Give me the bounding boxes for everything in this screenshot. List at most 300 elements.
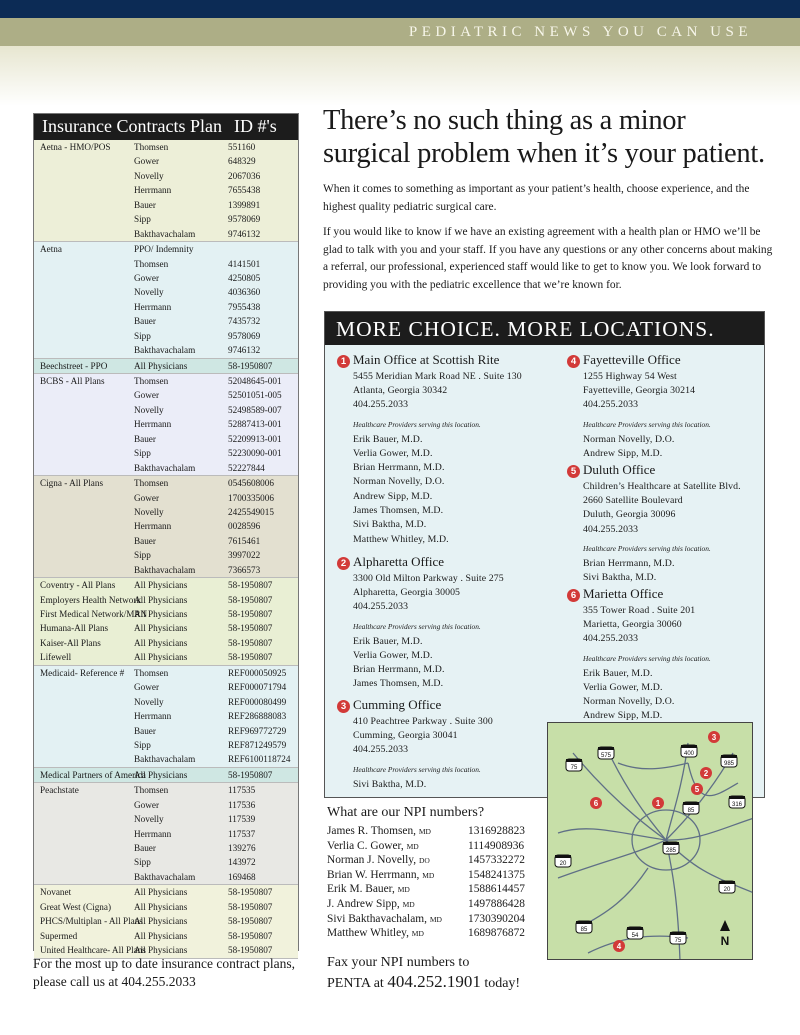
- highway-number: 75: [570, 765, 578, 771]
- physician-name: [327, 897, 415, 913]
- office-name: Fayetteville Office: [583, 352, 681, 367]
- highway-number: 85: [687, 808, 695, 814]
- npi-row: [327, 824, 537, 839]
- map-graphic: [548, 723, 753, 960]
- highway-number: 20: [559, 861, 567, 867]
- npi-row: [327, 912, 537, 927]
- id-cell: REF000080499: [228, 696, 287, 707]
- address-line: 404.255.2033: [353, 601, 409, 613]
- provider-cell: Novelly: [134, 506, 164, 517]
- id-cell: 9578069: [228, 330, 261, 341]
- plan-cell: Aetna - HMO/POS: [40, 142, 111, 152]
- table-row: [34, 900, 298, 914]
- provider-cell: Herrmann: [134, 521, 172, 532]
- physician-name-text: Norman J. Novelly,: [327, 854, 419, 867]
- providers-label: Healthcare Providers serving this location.: [353, 764, 481, 774]
- plan-cell: Beechstreet - PPO: [40, 360, 108, 371]
- plan-cell: First Medical Network/MRN: [40, 609, 148, 619]
- id-cell: REF6100118724: [228, 754, 291, 765]
- npi-number: 1730390204: [468, 912, 525, 925]
- office-address: [583, 480, 741, 537]
- provider-cell: Sipp: [134, 330, 151, 341]
- plan-cell: Novanet: [40, 887, 72, 898]
- provider-list: [353, 433, 449, 547]
- id-cell: 58-1950807: [228, 916, 273, 927]
- highway-shield: [681, 745, 697, 757]
- id-cell: 7435732: [228, 316, 261, 327]
- marker-number: 6: [593, 799, 599, 808]
- id-cell: 117539: [228, 814, 256, 825]
- provider-cell: Sipp: [134, 857, 151, 868]
- physician-name: [327, 868, 434, 884]
- marker-number: 2: [703, 769, 709, 778]
- fax-pre: PENTA at: [327, 976, 388, 991]
- table-row: [34, 666, 298, 680]
- npi-row: [327, 897, 537, 912]
- provider-cell: Bauer: [134, 725, 156, 736]
- office-address: [353, 370, 522, 413]
- id-cell: 4141501: [228, 258, 261, 269]
- insurance-table-body: [34, 140, 298, 959]
- provider-cell: Thomsen: [134, 376, 169, 386]
- fax-number: 404.252.1901: [387, 972, 481, 991]
- office-name: Main Office at Scottish Rite: [353, 352, 500, 367]
- plan-cell: Medical Partners of America: [40, 769, 146, 780]
- provider-name: Andrew Sipp, M.D.: [583, 447, 663, 459]
- highway-number: 85: [580, 927, 588, 933]
- highway-shield: [627, 927, 643, 939]
- plan-cell: Peachstate: [40, 785, 79, 796]
- id-cell: 0028596: [228, 521, 261, 532]
- table-row: [34, 885, 298, 899]
- provider-cell: Thomsen: [134, 667, 169, 678]
- provider-name: James Thomsen, M.D.: [353, 505, 444, 517]
- top-bar: [0, 0, 800, 18]
- provider-name: Brian Herrmann, M.D.: [353, 664, 445, 676]
- provider-cell: Novelly: [134, 170, 164, 181]
- npi-row: [327, 926, 537, 941]
- address-line: Cumming, Georgia 30041: [353, 730, 458, 742]
- provider-cell: Thomsen: [134, 142, 169, 152]
- table-row: [34, 709, 298, 723]
- provider-cell: All Physicians: [134, 580, 188, 591]
- npi-row: [327, 868, 537, 883]
- provider-cell: Bauer: [134, 535, 156, 546]
- address-line: 2660 Satellite Boulevard: [583, 495, 683, 507]
- insurance-group: [34, 359, 298, 374]
- compass: [720, 920, 730, 948]
- location-marker: 6: [567, 589, 580, 602]
- physician-credential: MD: [397, 885, 410, 895]
- provider-name: Norman Novelly, D.O.: [583, 696, 675, 708]
- id-cell: 117535: [228, 785, 256, 796]
- table-row: [34, 563, 298, 577]
- provider-cell: Thomsen: [134, 478, 169, 489]
- physician-name: [327, 882, 410, 898]
- provider-list: [583, 433, 674, 462]
- address-line: 404.255.2033: [353, 399, 409, 411]
- office-name: Marietta Office: [583, 586, 664, 601]
- npi-list: [327, 824, 537, 941]
- provider-cell: Herrmann: [134, 185, 172, 196]
- providers-label: Healthcare Providers serving this location.: [583, 419, 711, 429]
- insurance-table: [33, 113, 299, 956]
- office-address: [583, 370, 695, 413]
- npi-number: 1497886428: [468, 897, 525, 910]
- physician-name-text: James R. Thomsen,: [327, 825, 419, 837]
- address-line: 404.255.2033: [583, 523, 639, 535]
- id-cell: 52230090-001: [228, 448, 282, 459]
- npi-number: 1689876872: [468, 927, 525, 940]
- providers-label: Healthcare Providers serving this location.: [353, 621, 481, 631]
- table-row: [34, 271, 298, 285]
- id-cell: 7955438: [228, 301, 261, 312]
- map-location-marker: [691, 783, 703, 795]
- contract-paragraph: If you would like to know if we have an existing agreement with a health plan or HMO we’ll be glad to talk with you and your staff. If you have any questions or any other concerns about making a referral, our professional, experienced staff would like to get to know you. We look forward to providing you with the pediatric excellence that we’re known for.: [323, 226, 773, 291]
- id-cell: 58-1950807: [228, 930, 273, 941]
- provider-cell: Herrmann: [134, 419, 172, 430]
- provider-list: [353, 635, 445, 692]
- table-row: [34, 183, 298, 197]
- address-line: Fayetteville, Georgia 30214: [583, 385, 696, 397]
- id-cell: 52209913-001: [228, 433, 282, 444]
- provider-cell: Bakthavachalam: [134, 345, 196, 356]
- table-row: [34, 827, 298, 841]
- id-cell: 58-1950807: [228, 652, 273, 663]
- headline: There’s no such thing as a minor surgical problem when it’s your patient.: [323, 105, 765, 169]
- map-location-marker: [590, 797, 602, 809]
- location-marker: 3: [337, 700, 350, 713]
- plan-cell: United Healthcare- All Plans: [40, 945, 146, 956]
- providers-label: Healthcare Providers serving this location.: [583, 653, 711, 663]
- id-cell: 52887413-001: [228, 419, 282, 430]
- plan-cell: PHCS/Multiplan - All Plans: [40, 916, 143, 927]
- id-cell: 9746132: [228, 345, 261, 356]
- highway-shield: [670, 932, 686, 944]
- table-row: [34, 198, 298, 212]
- id-cell: 58-1950807: [228, 887, 273, 898]
- npi-fax-note: [327, 953, 520, 993]
- id-cell: 551160: [228, 142, 256, 152]
- id-cell: 2425549015: [228, 506, 274, 517]
- id-cell: REF969772729: [228, 725, 287, 736]
- table-row: [34, 855, 298, 869]
- physician-name: [327, 926, 424, 942]
- location-marker: 2: [337, 557, 350, 570]
- plan-cell: Employers Health Network: [40, 594, 142, 605]
- insurance-group: [34, 140, 298, 242]
- table-row: [34, 870, 298, 884]
- address-line: Children’s Healthcare at Satellite Blvd.: [583, 481, 741, 492]
- highway-shield: [729, 796, 745, 808]
- physician-name-text: J. Andrew Sipp,: [327, 897, 403, 910]
- physician-name-text: Erik M. Bauer,: [327, 883, 398, 896]
- id-cell: 117536: [228, 799, 256, 810]
- provider-cell: All Physicians: [134, 623, 188, 634]
- plan-column-header: Insurance Contracts Plan: [42, 116, 222, 136]
- npi-number: 1548241375: [468, 868, 525, 881]
- id-cell: 0545608006: [228, 478, 274, 489]
- map-location-marker: [708, 731, 720, 743]
- table-row: [34, 724, 298, 738]
- table-row: [34, 461, 298, 475]
- table-row: [34, 359, 298, 373]
- highway-number: 54: [631, 933, 639, 939]
- address-line: Alpharetta, Georgia 30005: [353, 587, 461, 599]
- provider-name: Sivi Baktha, M.D.: [353, 778, 427, 790]
- provider-cell: Thomsen: [134, 785, 169, 796]
- physician-credential: MD: [406, 841, 419, 851]
- insurance-group: [34, 374, 298, 476]
- highway-number: 575: [600, 753, 612, 759]
- office-address: [353, 715, 493, 758]
- provider-name: Andrew Sipp, M.D.: [353, 490, 433, 502]
- provider-cell: Bakthavachalam: [134, 228, 196, 239]
- table-row: [34, 607, 298, 621]
- id-cell: 58-1950807: [228, 360, 273, 371]
- table-row: [34, 314, 298, 328]
- npi-row: [327, 839, 537, 854]
- provider-name: Norman Novelly, D.O.: [583, 433, 675, 445]
- npi-number: 1316928823: [468, 825, 525, 837]
- provider-name: Erik Bauer, M.D.: [353, 433, 423, 445]
- table-row: [34, 841, 298, 855]
- provider-cell: Gower: [134, 390, 160, 401]
- physician-credential: MD: [411, 929, 424, 939]
- id-cell: 3997022: [228, 550, 261, 561]
- physician-name: [327, 839, 419, 855]
- npi-number: 1457332272: [468, 854, 525, 867]
- provider-name: Verlia Gower, M.D.: [583, 681, 663, 693]
- provider-cell: Bakthavachalam: [134, 564, 196, 575]
- insurance-group: [34, 768, 298, 783]
- insurance-footer-note: For the most up to date insurance contract plans, please call us at 404.255.2033: [33, 956, 296, 989]
- plan-cell: Medicaid- Reference #: [40, 667, 125, 678]
- banner-text: PEDIATRIC NEWS YOU CAN USE: [408, 24, 752, 40]
- table-row: [34, 578, 298, 592]
- provider-name: Brian Herrmann, M.D.: [583, 557, 675, 569]
- physician-credential: MD: [418, 827, 431, 836]
- provider-cell: All Physicians: [134, 769, 188, 780]
- address-line: 3300 Old Milton Parkway . Suite 275: [353, 573, 504, 584]
- id-cell: 2067036: [228, 170, 261, 181]
- provider-cell: Novelly: [134, 696, 164, 707]
- providers-label: Healthcare Providers serving this location.: [353, 419, 481, 429]
- npi-number: 1114908936: [468, 839, 525, 852]
- physician-credential: MD: [429, 914, 442, 924]
- id-cell: 58-1950807: [228, 945, 273, 956]
- office-name: Cumming Office: [353, 697, 442, 712]
- provider-name: Sivi Baktha, M.D.: [353, 519, 427, 531]
- table-row: [34, 329, 298, 343]
- id-cell: 4250805: [228, 272, 261, 283]
- provider-cell: Sipp: [134, 739, 151, 750]
- marker-number: 3: [711, 733, 717, 742]
- office-name: Duluth Office: [583, 462, 656, 477]
- id-cell: 52501051-005: [228, 390, 282, 401]
- location-marker: 4: [567, 355, 580, 368]
- provider-cell: All Physicians: [134, 637, 188, 648]
- location-marker: 5: [567, 465, 580, 478]
- provider-cell: Gower: [134, 799, 160, 810]
- id-cell: 4036360: [228, 287, 261, 298]
- provider-cell: Gower: [134, 682, 160, 693]
- id-cell: 58-1950807: [228, 623, 273, 634]
- location-marker: 1: [337, 355, 350, 368]
- provider-cell: All Physicians: [134, 360, 188, 371]
- id-cell: 9578069: [228, 214, 261, 225]
- table-row: [34, 227, 298, 241]
- plan-cell: Coventry - All Plans: [40, 580, 116, 591]
- highway-number: 285: [665, 848, 677, 854]
- highway-number: 316: [731, 802, 743, 808]
- provider-cell: PPO/ Indemnity: [134, 244, 194, 255]
- provider-name: Erik Bauer, M.D.: [353, 635, 423, 647]
- physician-name-text: Sivi Bakthavachalam,: [327, 912, 430, 925]
- id-cell: 58-1950807: [228, 769, 273, 780]
- office-address: [583, 604, 695, 647]
- plan-cell: Kaiser-All Plans: [40, 637, 101, 648]
- provider-cell: All Physicians: [134, 887, 188, 898]
- map-location-marker: [613, 940, 625, 952]
- provider-name: Sivi Baktha, M.D.: [583, 572, 657, 584]
- provider-cell: Novelly: [134, 404, 164, 415]
- provider-cell: Sipp: [134, 214, 151, 225]
- id-cell: 7615461: [228, 535, 261, 546]
- provider-name: Verlia Gower, M.D.: [353, 649, 433, 661]
- table-row: [34, 432, 298, 446]
- id-cell: 139276: [228, 843, 256, 853]
- table-row: [34, 476, 298, 490]
- address-line: 355 Tower Road . Suite 201: [583, 605, 696, 616]
- provider-cell: Herrmann: [134, 301, 172, 312]
- provider-cell: All Physicians: [134, 652, 188, 663]
- provider-name: Verlia Gower, M.D.: [353, 447, 433, 459]
- table-row: [34, 680, 298, 694]
- table-row: [34, 403, 298, 417]
- fax-post: today!: [480, 976, 521, 991]
- table-row: [34, 257, 298, 271]
- map-location-marker: [700, 767, 712, 779]
- table-row: [34, 812, 298, 826]
- map-location-marker: [652, 797, 664, 809]
- provider-name: Brian Herrmann, M.D.: [353, 462, 445, 474]
- marker-number: 1: [655, 799, 661, 808]
- table-row: [34, 212, 298, 226]
- provider-name: Andrew Sipp, M.D.: [583, 710, 663, 722]
- table-row: [34, 929, 298, 943]
- id-cell: 117537: [228, 828, 256, 839]
- id-cell: REF871249579: [228, 739, 287, 750]
- provider-cell: Bakthavachalam: [134, 754, 196, 765]
- id-cell: REF000071794: [228, 682, 287, 693]
- provider-cell: All Physicians: [134, 901, 188, 912]
- plan-cell: Lifewell: [40, 652, 72, 663]
- table-row: [34, 154, 298, 168]
- insurance-group: [34, 578, 298, 666]
- provider-cell: Herrmann: [134, 711, 172, 722]
- table-row: [34, 519, 298, 533]
- provider-cell: All Physicians: [134, 916, 188, 927]
- provider-cell: Novelly: [134, 814, 164, 825]
- table-row: [34, 242, 298, 256]
- provider-cell: All Physicians: [134, 609, 188, 619]
- provider-cell: Bauer: [134, 316, 156, 327]
- id-cell: 58-1950807: [228, 594, 273, 605]
- id-cell: 7655438: [228, 185, 261, 196]
- provider-name: James Thomsen, M.D.: [353, 678, 444, 690]
- provider-cell: Bakthavachalam: [134, 871, 196, 882]
- provider-name: Matthew Whitley, M.D.: [353, 533, 449, 545]
- table-row: [34, 593, 298, 607]
- table-row: [34, 285, 298, 299]
- table-row: [34, 914, 298, 928]
- id-cell: 52048645-001: [228, 376, 282, 386]
- provider-name: Norman Novelly, D.O.: [353, 476, 445, 488]
- provider-cell: Bauer: [134, 843, 156, 853]
- table-row: [34, 534, 298, 548]
- provider-cell: All Physicians: [134, 594, 188, 605]
- id-cell: REF286888083: [228, 711, 287, 722]
- intro-paragraph: When it comes to something as important as your patient’s health, choose experience, and the highest quality pediatric surgical care.: [323, 183, 750, 213]
- provider-cell: Gower: [134, 492, 160, 503]
- address-line: 404.255.2033: [583, 399, 639, 411]
- id-column-header: ID #'s: [234, 116, 277, 136]
- marker-number: 5: [694, 785, 700, 794]
- highway-shield: [683, 802, 699, 814]
- insurance-group: [34, 476, 298, 578]
- table-row: [34, 169, 298, 183]
- provider-name: Erik Bauer, M.D.: [583, 667, 653, 679]
- address-line: Marietta, Georgia 30060: [583, 619, 682, 631]
- highway-shield: [555, 855, 571, 867]
- table-row: [34, 548, 298, 562]
- insurance-group: [34, 666, 298, 768]
- id-cell: 143972: [228, 857, 256, 868]
- npi-number: 1588614457: [468, 883, 525, 896]
- highway-number: 75: [674, 938, 682, 944]
- table-row: [34, 446, 298, 460]
- table-row: [34, 417, 298, 431]
- id-cell: 58-1950807: [228, 580, 273, 591]
- plan-cell: Great West (Cigna): [40, 901, 112, 912]
- plan-cell: Cigna - All Plans: [40, 478, 104, 489]
- provider-cell: Herrmann: [134, 828, 172, 839]
- table-row: [34, 343, 298, 357]
- office-address: [353, 572, 504, 615]
- id-cell: 52227844: [228, 462, 265, 473]
- table-row: [34, 140, 298, 154]
- plan-cell: Aetna: [40, 244, 62, 255]
- table-row: [34, 738, 298, 752]
- fax-line-2: [327, 972, 520, 993]
- table-row: [34, 621, 298, 635]
- fax-line-1: Fax your NPI numbers to: [327, 955, 470, 970]
- provider-cell: Bauer: [134, 433, 156, 444]
- physician-name: [327, 824, 431, 840]
- insurance-group: [34, 783, 298, 885]
- table-row: [34, 505, 298, 519]
- id-cell: 52498589-007: [228, 404, 282, 415]
- physician-name-text: Verlia C. Gower,: [327, 839, 407, 852]
- table-row: [34, 768, 298, 782]
- highway-number: 20: [723, 887, 731, 893]
- physician-credential: MD: [422, 870, 435, 880]
- table-row: [34, 752, 298, 766]
- highway-shield: [721, 755, 737, 767]
- plan-cell: BCBS - All Plans: [40, 376, 105, 386]
- provider-cell: All Physicians: [134, 945, 188, 956]
